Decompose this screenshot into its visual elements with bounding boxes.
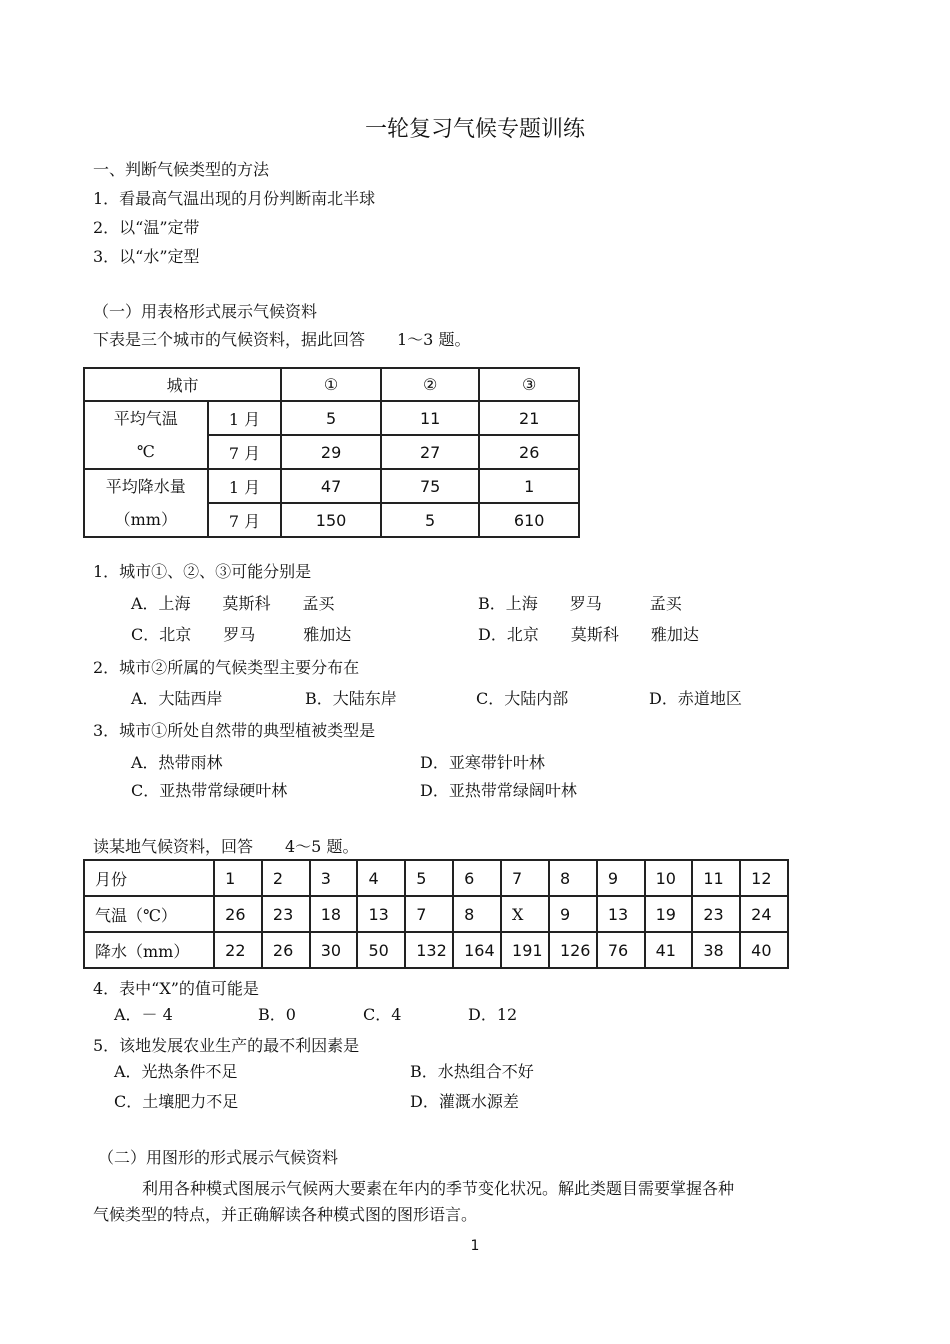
- precip-cell: 40: [740, 932, 788, 968]
- precip-cell: 126: [549, 932, 597, 968]
- answer-option: B．大陆东岸: [305, 689, 397, 708]
- answer-option: B．0: [258, 1005, 296, 1024]
- temp-cell: 23: [692, 896, 740, 932]
- month-cell: 6: [453, 860, 501, 896]
- question-stem: 3．城市①所处自然带的典型植被类型是: [93, 721, 376, 740]
- table-row: [84, 860, 788, 896]
- answer-option: A．热带雨林: [131, 753, 223, 772]
- method-item: 3．以“水”定型: [93, 247, 200, 266]
- question-stem: 2．城市②所属的气候类型主要分布在: [93, 658, 360, 677]
- answer-option: D．灌溉水源差: [410, 1092, 519, 1111]
- temp-cell: 13: [597, 896, 645, 932]
- table-cell: 150: [281, 503, 381, 537]
- answer-option: A．大陆西岸: [131, 689, 223, 708]
- page-number: 1: [470, 1238, 480, 1254]
- method-item: 1．看最高气温出现的月份判断南北半球: [93, 189, 376, 208]
- answer-option: A．－ 4: [114, 1005, 173, 1024]
- answer-option: A．光热条件不足: [114, 1062, 238, 1081]
- precip-cell: 41: [645, 932, 693, 968]
- table-cell: 5: [381, 503, 480, 537]
- table-cell: 5: [281, 401, 381, 435]
- question-stem: 5．该地发展农业生产的最不利因素是: [93, 1036, 360, 1055]
- precip-cell: 50: [357, 932, 405, 968]
- answer-option: A．上海 莫斯科 孟买: [131, 594, 335, 613]
- part-heading: （一）用表格形式展示气候资料: [93, 302, 318, 321]
- table-cell: 75: [381, 469, 480, 503]
- row-label: 降水（mm）: [84, 932, 214, 968]
- row-group-label: [84, 469, 208, 537]
- answer-option: D．北京 莫斯科 雅加达: [478, 625, 699, 644]
- precip-cell: 76: [597, 932, 645, 968]
- question-stem: 4．表中“X”的值可能是: [93, 979, 259, 998]
- paragraph-line: 利用各种模式图展示气候两大要素在年内的季节变化状况。解此类题目需要掌握各种: [142, 1179, 735, 1198]
- answer-option: C．大陆内部: [476, 689, 569, 708]
- answer-option: C．土壤肥力不足: [114, 1092, 239, 1111]
- month-cell: 7 月: [208, 435, 282, 469]
- precip-cell: 164: [453, 932, 501, 968]
- precip-cell: 132: [405, 932, 453, 968]
- month-cell: 7: [501, 860, 549, 896]
- page-title: 一轮复习气候专题训练: [364, 117, 585, 142]
- row-group-label: [84, 401, 208, 469]
- method-item: 2．以“温”定带: [93, 218, 200, 237]
- table-cell: 26: [479, 435, 579, 469]
- precip-cell: 191: [501, 932, 549, 968]
- table-cell: 47: [281, 469, 381, 503]
- monthly-climate-table: [83, 859, 789, 969]
- table-row: [84, 469, 579, 503]
- month-cell: 1 月: [208, 401, 282, 435]
- month-cell: 10: [645, 860, 693, 896]
- month-cell: 9: [597, 860, 645, 896]
- precip-cell: 22: [214, 932, 262, 968]
- city-climate-table: [83, 367, 580, 538]
- answer-option: D．12: [468, 1005, 518, 1024]
- table-row: [84, 896, 788, 932]
- paragraph-line: 气候类型的特点，并正确解读各种模式图的图形语言。: [93, 1205, 478, 1224]
- month-cell: 8: [549, 860, 597, 896]
- question-stem: 1．城市①、②、③可能分别是: [93, 562, 312, 581]
- answer-option: D．亚寒带针叶林: [420, 753, 545, 772]
- table-header-cell: ①: [281, 368, 381, 401]
- table-cell: 11: [381, 401, 480, 435]
- table-header-cell: 城市: [84, 368, 281, 401]
- month-cell: 11: [692, 860, 740, 896]
- table-row: [84, 932, 788, 968]
- temp-cell: 24: [740, 896, 788, 932]
- table-row: [84, 368, 579, 401]
- table-cell: 21: [479, 401, 579, 435]
- month-cell: 4: [357, 860, 405, 896]
- part-intro: 下表是三个城市的气候资料，据此回答 1～3 题。: [93, 330, 471, 349]
- month-cell: 5: [405, 860, 453, 896]
- temp-cell: 26: [214, 896, 262, 932]
- precip-cell: 38: [692, 932, 740, 968]
- row-label: 气温（℃）: [84, 896, 214, 932]
- answer-option: B．水热组合不好: [410, 1062, 534, 1081]
- temp-cell: 8: [453, 896, 501, 932]
- month-cell: 3: [310, 860, 358, 896]
- temp-unit: ℃: [136, 442, 155, 461]
- month-cell: 1 月: [208, 469, 282, 503]
- temp-cell: X: [501, 896, 549, 932]
- table-cell: 610: [479, 503, 579, 537]
- precip-unit: （mm）: [114, 510, 177, 529]
- temp-cell: 19: [645, 896, 693, 932]
- table-header-cell: ③: [479, 368, 579, 401]
- row-label: 月份: [84, 860, 214, 896]
- part-intro: 读某地气候资料，回答 4～5 题。: [93, 837, 359, 856]
- temp-cell: 13: [357, 896, 405, 932]
- precip-label: 平均降水量: [105, 477, 186, 496]
- table-header-cell: ②: [381, 368, 480, 401]
- month-cell: 7 月: [208, 503, 282, 537]
- answer-option: D．亚热带常绿阔叶林: [420, 781, 577, 800]
- answer-option: D．赤道地区: [649, 689, 742, 708]
- section-heading: 一、判断气候类型的方法: [93, 160, 270, 179]
- temp-cell: 18: [310, 896, 358, 932]
- answer-option: C．4: [363, 1005, 402, 1024]
- answer-option: C．亚热带常绿硬叶林: [131, 781, 288, 800]
- temp-cell: 7: [405, 896, 453, 932]
- answer-option: C．北京 罗马 雅加达: [131, 625, 352, 644]
- month-cell: 1: [214, 860, 262, 896]
- table-cell: 27: [381, 435, 480, 469]
- table-cell: 1: [479, 469, 579, 503]
- precip-cell: 26: [262, 932, 310, 968]
- month-cell: 2: [262, 860, 310, 896]
- temp-cell: 23: [262, 896, 310, 932]
- table-row: [84, 401, 579, 435]
- table-cell: 29: [281, 435, 381, 469]
- precip-cell: 30: [310, 932, 358, 968]
- temp-cell: 9: [549, 896, 597, 932]
- answer-option: B．上海 罗马 孟买: [478, 594, 682, 613]
- part-heading: （二）用图形的形式展示气候资料: [98, 1148, 339, 1167]
- month-cell: 12: [740, 860, 788, 896]
- temp-label: 平均气温: [113, 409, 178, 428]
